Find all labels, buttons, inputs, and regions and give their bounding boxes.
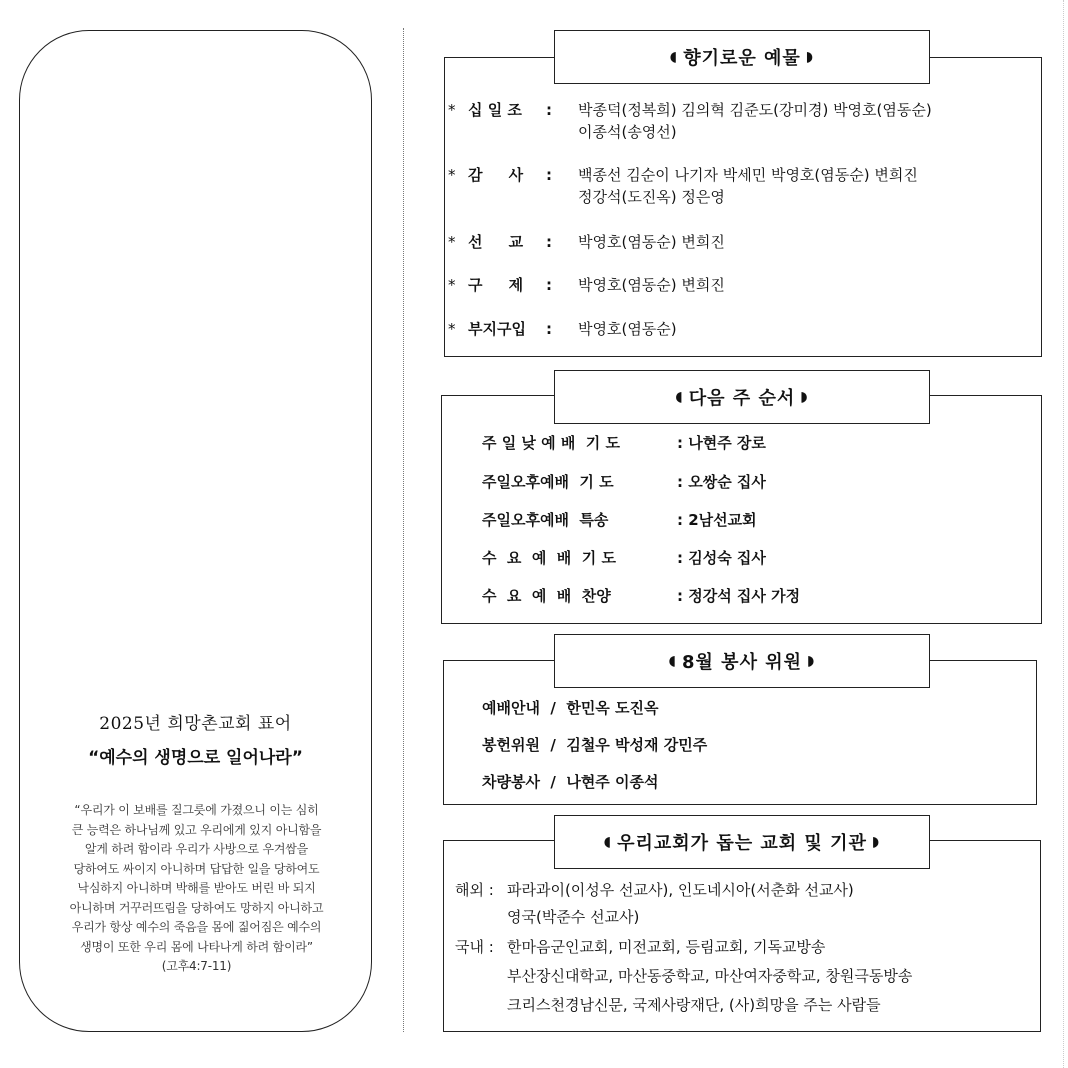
offering-names: 정강석(도진옥) 정은영 [578, 188, 725, 206]
bullet-icon: * [448, 166, 456, 184]
offering-names: 박영호(염동순) 변희진 [578, 276, 725, 294]
support-line: 부산장신대학교, 마산동중학교, 마산여자중학교, 창원극동방송 [507, 967, 913, 985]
offering-names: 박영호(염동순) [578, 320, 677, 338]
page-edge [1063, 0, 1064, 1068]
header-cap-left-icon: ◖ [669, 49, 679, 65]
domestic-label: 국내 : [455, 938, 494, 956]
offering-type: 선 교 [468, 233, 524, 251]
bullet-icon: * [448, 101, 456, 119]
offering-colon: : [546, 233, 552, 251]
offering-type: 구 제 [468, 276, 524, 294]
order-label: 주 일 낮 예 배 기 도 [482, 434, 620, 452]
order-label: 주일오후예배 특송 [482, 511, 609, 529]
support-line: 크리스천경남신문, 국제사랑재단, (사)희망을 주는 사람들 [507, 996, 881, 1014]
verse-line: 당하여도 싸이지 아니하며 답답한 일을 당하여도 [73, 861, 320, 876]
verse-line: 큰 능력은 하나님께 있고 우리에게 있지 아니함을 [71, 822, 322, 837]
support-line: 영국(박준수 선교사) [507, 908, 640, 926]
volunteer-row: 봉헌위원 / 김철우 박성재 강민주 [482, 736, 708, 754]
header-cap-right-icon: ◗ [871, 834, 881, 850]
scripture-verse [28, 801, 365, 977]
order-value: : 2남선교회 [677, 511, 757, 529]
bullet-icon: * [448, 276, 456, 294]
offerings-title: 향기로운 예물 [683, 48, 801, 69]
volunteer-row: 차량봉사 / 나현주 이종석 [482, 773, 659, 791]
bullet-icon: * [448, 320, 456, 338]
volunteers-header [554, 634, 930, 688]
offering-colon: : [546, 276, 552, 294]
fold-divider [403, 28, 404, 1032]
order-value: : 김성숙 집사 [677, 549, 766, 567]
order-value: : 정강석 집사 가정 [677, 587, 801, 605]
volunteers-title: 8월 봉사 위원 [682, 652, 802, 673]
verse-line: 알게 하려 함이라 우리가 사방으로 우겨쌈을 [84, 842, 309, 856]
verse-reference: (고후4:7-11) [161, 959, 232, 973]
offering-colon: : [546, 101, 552, 119]
motto-slogan: “예수의 생명으로 일어나라” [88, 748, 303, 768]
verse-line: 낙심하지 아니하며 박해를 받아도 버린 바 되지 [77, 881, 316, 895]
support-line: 파라과이(이성우 선교사), 인도네시아(서춘화 선교사) [507, 881, 854, 899]
offering-names: 이종석(송영선) [578, 123, 677, 141]
next-week-header [554, 370, 930, 424]
offering-type: 십 일 조 [468, 101, 522, 119]
offering-type: 감 사 [468, 166, 524, 184]
verse-line: 아니하며 거꾸러뜨림을 당하여도 망하지 아니하고 [69, 900, 324, 915]
order-label: 주일오후예배 기 도 [482, 473, 614, 491]
header-cap-right-icon: ◗ [805, 49, 815, 65]
order-label: 수 요 예 배 찬양 [482, 587, 611, 605]
offerings-header [554, 30, 930, 84]
header-cap-right-icon: ◗ [807, 653, 816, 669]
header-cap-left-icon: ◖ [603, 834, 613, 850]
offering-names: 박영호(염동순) 변희진 [578, 233, 725, 251]
volunteer-row: 예배안내 / 한민옥 도진옥 [482, 699, 659, 717]
support-header [554, 815, 930, 869]
offering-names: 박종덕(정복희) 김의혁 김준도(강미경) 박영호(염동순) [578, 101, 932, 119]
offering-type: 부지구입 [468, 320, 526, 338]
header-cap-left-icon: ◖ [668, 653, 677, 669]
order-value: : 오쌍순 집사 [677, 473, 766, 491]
overseas-label: 해외 : [455, 881, 494, 899]
header-cap-right-icon: ◗ [800, 389, 809, 405]
header-cap-left-icon: ◖ [675, 389, 684, 405]
offering-colon: : [546, 166, 552, 184]
bullet-icon: * [448, 233, 456, 251]
verse-line: 우리가 항상 예수의 죽음을 몸에 짊어짐은 예수의 [71, 920, 322, 934]
offering-names: 백종선 김순이 나기자 박세민 박영호(염동순) 변희진 [578, 166, 918, 184]
support-title: 우리교회가 돕는 교회 및 기관 [617, 833, 867, 854]
order-value: : 나현주 장로 [677, 434, 766, 452]
verse-line: 생명이 또한 우리 몸에 나타나게 하려 함이라” [80, 939, 313, 954]
motto-panel [19, 30, 372, 1032]
next-week-title: 다음 주 순서 [688, 388, 796, 409]
motto-title: 2025년 희망촌교회 표어 [99, 714, 292, 734]
verse-line: “우리가 이 보배를 질그릇에 가졌으니 이는 심히 [74, 803, 319, 817]
order-label: 수 요 예 배 기 도 [482, 549, 616, 567]
support-line: 한마음군인교회, 미전교회, 등림교회, 기독교방송 [507, 938, 826, 956]
offering-colon: : [546, 320, 552, 338]
